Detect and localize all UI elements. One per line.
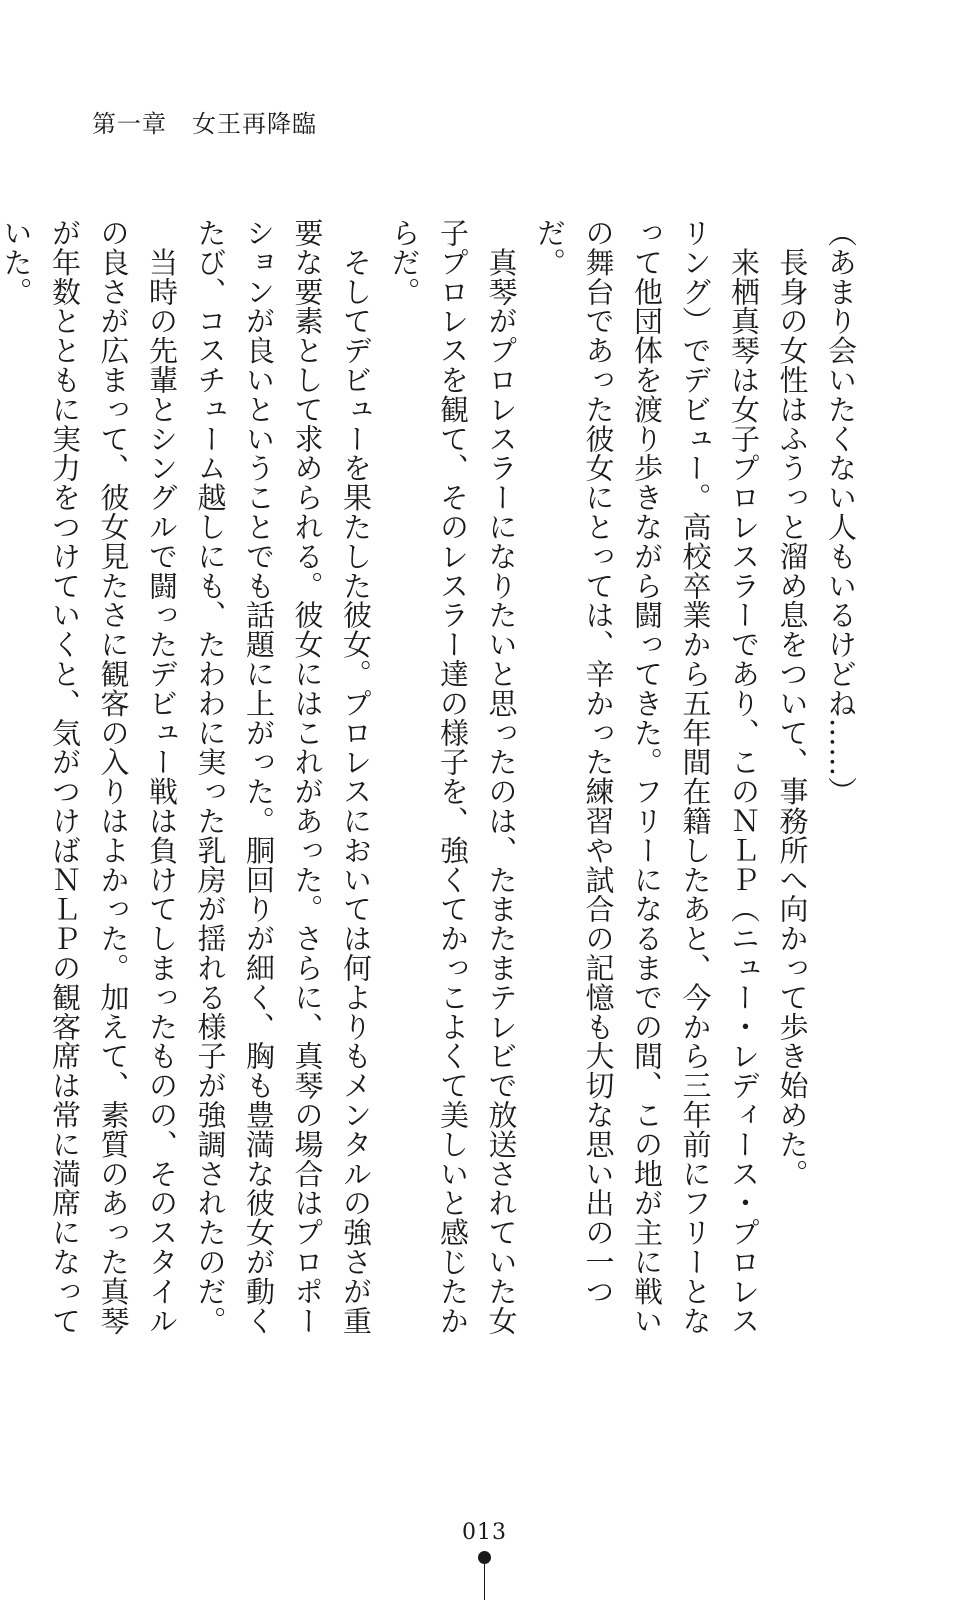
paragraph: 当時の先輩とシングルで闘ったデビュー戦は負けてしまったものの、そのスタイルの良さが広まって、彼女見たさに観客の入りはよかった。加えて、素質のあった真琴が年数とともに実力をつけていくと、気がつけばＮＬＰの観客席は常に満席になっていた。 [0, 218, 179, 1336]
folio-line-ornament [484, 1562, 485, 1600]
paragraph: 長身の女性はふうっと溜め息をついて、事務所へ向かって歩き始めた。 [775, 218, 810, 1189]
running-head: 第一章 女王再降臨 [92, 110, 317, 138]
page-number: 013 [462, 1520, 507, 1545]
paragraph: 来栖真琴は女子プロレスラーであり、このＮＬＰ（ニュー・レディース・プロレスリング）でデビュー。高校卒業から五年間在籍したあと、今から三年前にフリーとなって他団体を渡り歩きながら闘ってきた。フリーになるまでの間、この地が主に戦いの舞台であった彼女にとっては、辛かった練習や試合の記憶も大切な思い出の一つだ。 [533, 218, 761, 1336]
paragraph: 真琴がプロレスラーになりたいと思ったのは、たまたまテレビで放送されていた女子プロレスを観て、そのレスラー達の様子を、強くてかっこよくて美しいと感じたからだ。 [387, 218, 519, 1336]
body-text [0, 218, 865, 1338]
paragraph: そしてデビューを果たした彼女。プロレスにおいては何よりもメンタルの強さが重要な要素として求められる。彼女にはこれがあった。さらに、真琴の場合はプロポーションが良いということでも話題に上がった。胴回りが細く、胸も豊満な彼女が動くたび、コスチューム越しにも、たわわに実った乳房が揺れる様子が強調されたのだ。 [193, 218, 373, 1336]
paragraph: （あまり会いたくない人もいるけどね……） [824, 218, 858, 806]
